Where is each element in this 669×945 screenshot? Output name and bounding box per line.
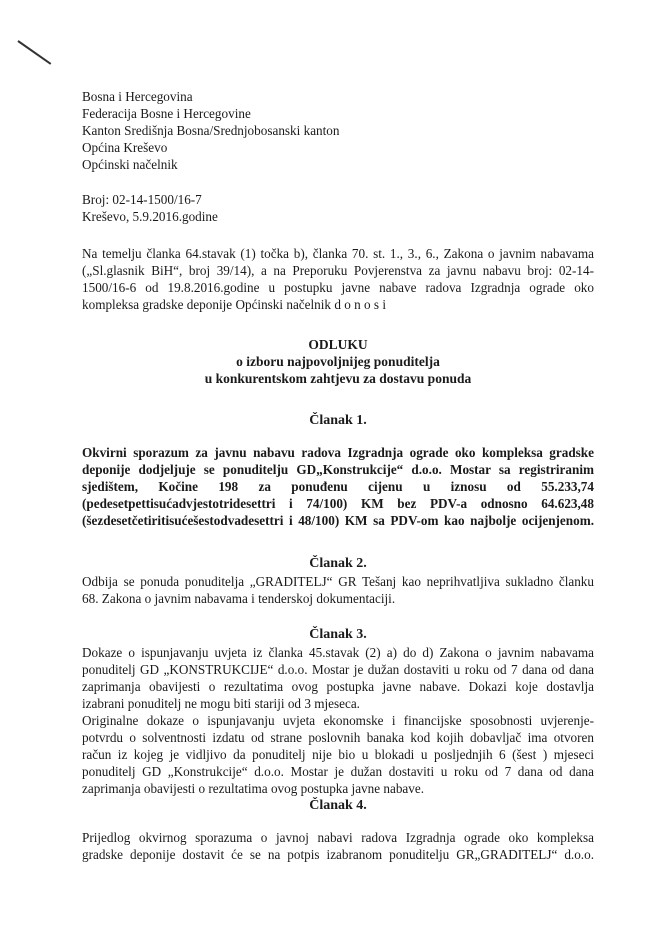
article-3-heading: Članak 3. [309, 627, 367, 642]
issuer-header [82, 88, 594, 173]
article-3-body [82, 644, 594, 797]
article-line: potvrdu o solventnosti izdatu od strane poslovnih banaka kod kojih dobavljač ima otvoren [82, 730, 594, 745]
article-4-body [82, 829, 594, 863]
article-line: (šezdesetčetiritisućešestodvadesettri i 48/100) KM sa PDV-om kao najbolje ocijenjenom. [82, 513, 594, 528]
scan-mark [17, 40, 51, 65]
reference-place-date: Kreševo, 5.9.2016.godine [82, 209, 218, 224]
article-line: račun iz kojeg je vidljivo da ponuditelj nije bio u blokadi u posljednjih 6 (šest ) mjeseci [82, 747, 594, 762]
article-2-body [82, 573, 594, 607]
decision-subtitle: o izboru najpovoljnijeg ponuditelja [236, 354, 440, 369]
decision-subtitle: u konkurentskom zahtjevu za dostavu ponuda [204, 371, 472, 386]
article-line: sjedištem, Kočine 198 za ponuđenu cijenu u iznosu od 55.233,74 [82, 479, 594, 494]
decision-title: ODLUKU [308, 337, 368, 352]
preamble-line: kompleksa gradske deponije Općinski načelnik d o n o s i [82, 297, 386, 312]
article-1-body [82, 444, 594, 529]
article-line: izabrani ponuditelj ne mogu biti stariji od 3 mjeseca. [82, 696, 360, 711]
preamble-line: („Sl.glasnik BiH“, broj 39/14), a na Preporuku Povjerenstva za javnu nabavu broj: 02-14- [82, 263, 594, 278]
article-line: deponije dodjeljuje se ponuditelju GD„Konstrukcije“ d.o.o. Mostar sa registriranim [82, 462, 594, 477]
preamble-line: 1500/16-6 od 19.8.2016.godine u postupku javne nabave radova Izgradnja ograde oko [82, 280, 594, 295]
article-line: (pedesetpettisućadvjestotridesettri i 74/100) KM bez PDV-a odnosno 64.623,48 [82, 496, 594, 511]
article-line: Prijedlog okvirnog sporazuma o javnoj nabavi radova Izgradnja ograde oko kompleksa [82, 830, 594, 845]
header-line: Općinski načelnik [82, 157, 178, 172]
article-line: zaprimanja obavijesti o rezultatima ovog postupka javne nabave. Dokazi koje dostavlja [82, 679, 594, 694]
preamble-line: Na temelju članka 64.stavak (1) točka b), članka 70. st. 1., 3., 6., Zakona o javnim nabavama [82, 246, 594, 261]
article-line: ponuditelj GD „Konstrukcije“ d.o.o. Mostar je dužan dostaviti u roku od 7 dana od dana [82, 764, 594, 779]
article-line: 68. Zakona o javnim nabavama i tenderskoj dokumentaciji. [82, 591, 396, 606]
header-line: Federacija Bosne i Hercegovine [82, 106, 251, 121]
article-2-heading: Članak 2. [309, 556, 367, 571]
header-line: Kanton Središnja Bosna/Srednjobosanski kanton [82, 123, 340, 138]
article-line: Odbija se ponuda ponuditelja „GRADITELJ“ GR Tešanj kao neprihvatljiva sukladno članku [82, 574, 594, 589]
article-line: ponuditelj GD „KONSTRUKCIJE“ d.o.o. Mostar je dužan dostaviti u roku od 7 dana od dana [82, 662, 594, 677]
reference-block [82, 191, 594, 225]
reference-number: Broj: 02-14-1500/16-7 [82, 192, 202, 207]
article-line: zaprimanja obavijesti o rezultatima ovog postupka javne nabave. [82, 781, 425, 796]
article-4-heading: Članak 4. [309, 798, 367, 813]
decision-title-block [82, 336, 594, 387]
article-line: gradske deponije dostavit će se na potpis izabranom ponuditelju GR„GRADITELJ“ d.o.o. [82, 847, 594, 862]
header-line: Bosna i Hercegovina [82, 89, 193, 104]
article-line: Dokaze o ispunjavanju uvjeta iz članka 45.stavak (2) a) do d) Zakona o javnim nabavama [82, 645, 594, 660]
preamble [82, 245, 594, 313]
header-line: Općina Kreševo [82, 140, 168, 155]
article-1-heading: Članak 1. [309, 413, 367, 428]
article-line: Originalne dokaze o ispunjavanju uvjeta ekonomske i financijske sposobnosti uvjerenje- [82, 713, 594, 728]
article-line: Okvirni sporazum za javnu nabavu radova Izgradnja ograde oko kompleksa gradske [82, 445, 594, 460]
